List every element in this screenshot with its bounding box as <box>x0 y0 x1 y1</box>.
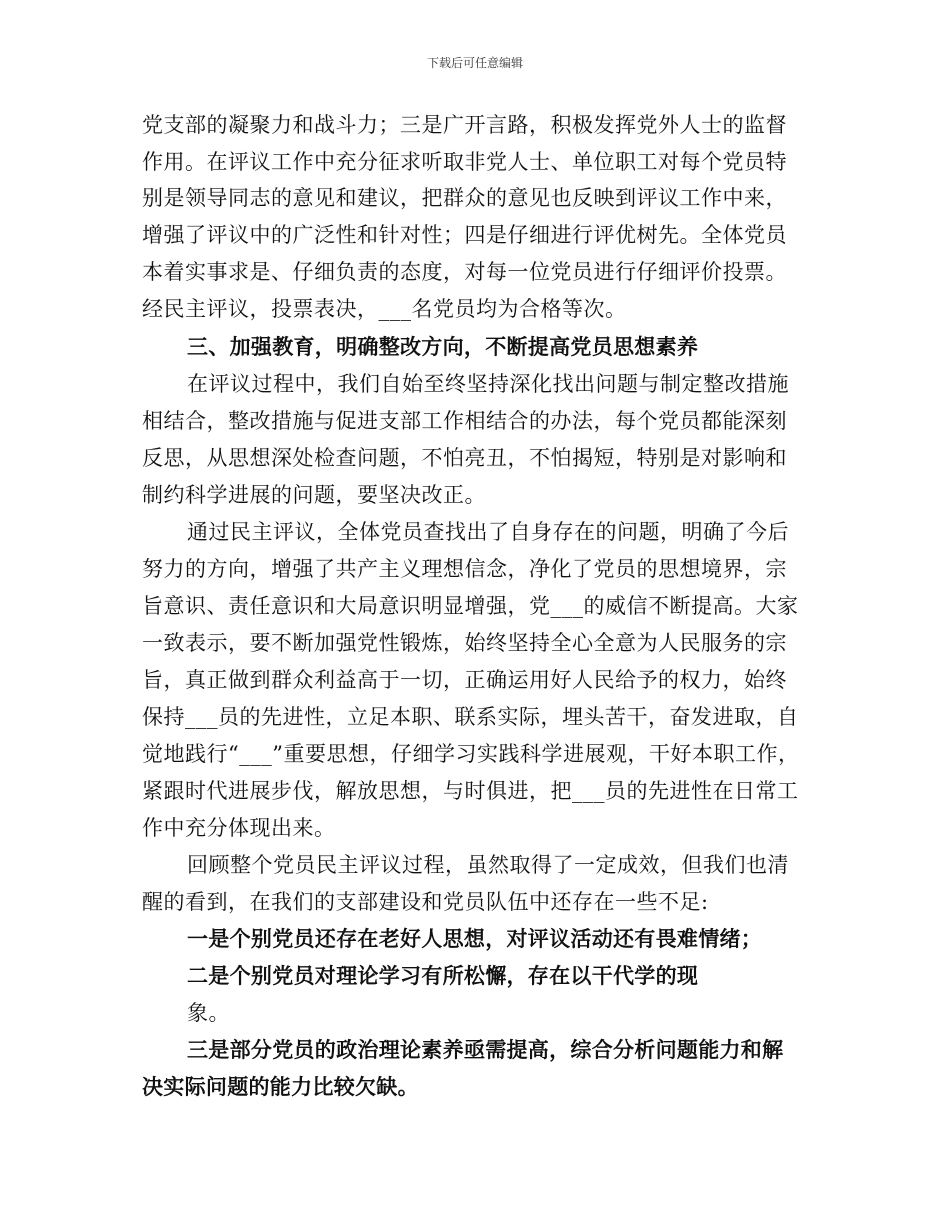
body-line-20: 作中充分体现出来。 <box>142 816 336 840</box>
page-header: 下载后可任意编辑 <box>426 56 523 70</box>
body-line-3: 别是领导同志的意见和建议，把群众的意见也反映到评议工作中来， <box>142 186 787 210</box>
body-line-10: 反思，从思想深处检查问题，不怕亮丑，不怕揭短，特别是对影响和 <box>142 446 787 470</box>
body-line-6: 经民主评议，投票表决，___名党员均为合格等次。 <box>142 297 627 321</box>
body-line-8: 在评议过程中，我们自始至终坚持深化找出问题与制定整改措施 <box>187 372 789 396</box>
body-line-18: 觉地践行“___”重要思想，仔细学习实践科学进展观，干好本职工作， <box>142 742 800 766</box>
shortcoming-3-cont: 决实际问题的能力比较欠缺。 <box>142 1074 419 1099</box>
body-line-16: 旨，真正做到群众利益高于一切，正确运用好人民给予的权力，始终 <box>142 668 787 692</box>
body-line-15: 一致表示，要不断加强党性锻炼，始终坚持全心全意为人民服务的宗 <box>142 631 787 655</box>
body-line-12: 通过民主评议，全体党员查找出了自身存在的问题，明确了今后 <box>187 520 789 544</box>
body-line-14: 旨意识、责任意识和大局意识明显增强，党___的威信不断提高。大家 <box>142 594 799 618</box>
body-line-2: 作用。在评议工作中充分征求听取非党人士、单位职工对每个党员特 <box>142 150 787 174</box>
body-line-11: 制约科学进展的问题，要坚决改正。 <box>142 483 486 507</box>
shortcoming-2-cont: 象。 <box>187 1001 230 1025</box>
body-line-1: 党支部的凝聚力和战斗力；三是广开言路，积极发挥党外人士的监督 <box>142 113 787 137</box>
body-line-13: 努力的方向，增强了共产主义理想信念，净化了党员的思想境界，宗 <box>142 557 787 581</box>
body-line-19: 紧跟时代进展步伐，解放思想，与时俱进，把___员的先进性在日常工 <box>142 779 799 803</box>
shortcoming-1: 一是个别党员还存在老好人思想，对评议活动还有畏难情绪； <box>187 926 763 951</box>
shortcoming-2: 二是个别党员对理论学习有所松懈，存在以干代学的现 <box>187 963 699 988</box>
body-line-21: 回顾整个党员民主评议过程，虽然取得了一定成效，但我们也清 <box>187 853 789 877</box>
body-line-5: 本着实事求是、仔细负责的态度，对每一位党员进行仔细评价投票。 <box>142 260 787 284</box>
body-line-22: 醒的看到，在我们的支部建设和党员队伍中还存在一些不足: <box>142 890 709 914</box>
section-heading: 三、加强教育，明确整改方向，不断提高党员思想素养 <box>187 334 699 359</box>
body-line-17: 保持___员的先进性，立足本职、联系实际，埋头苦干，奋发进取，自 <box>142 705 799 729</box>
body-line-9: 相结合，整改措施与促进支部工作相结合的办法，每个党员都能深刻 <box>142 409 787 433</box>
shortcoming-3: 三是部分党员的政治理论素养亟需提高，综合分析问题能力和解 <box>187 1037 784 1062</box>
body-line-4: 增强了评议中的广泛性和针对性；四是仔细进行评优树先。全体党员 <box>142 223 787 247</box>
